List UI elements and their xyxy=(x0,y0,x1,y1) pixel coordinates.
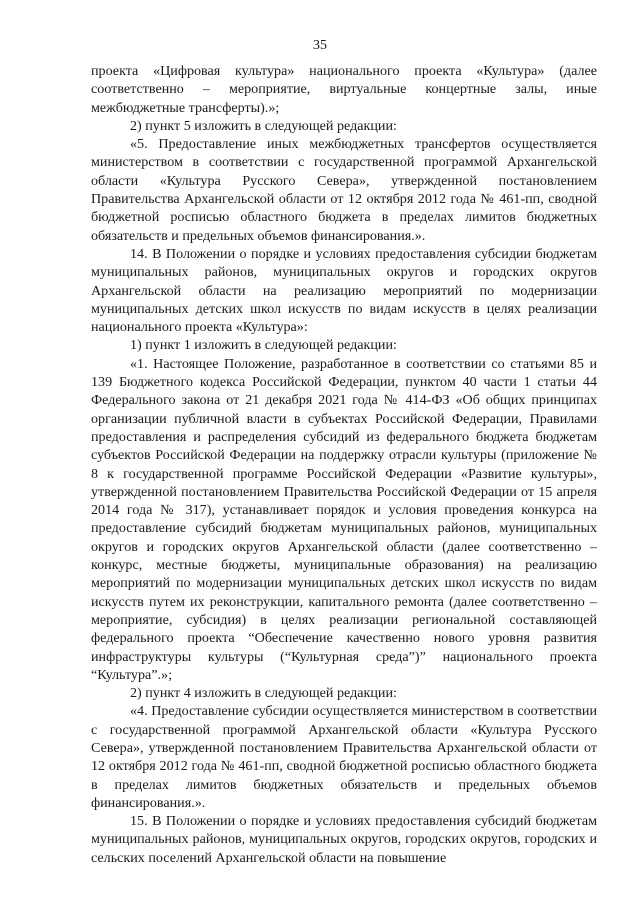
paragraph-point-5-text: «5. Предоставление иных межбюджетных трансфертов осуществляется министерством в соответствии с государственной программой Архангельской области «Культура Русского Севера», утвержденной постановлением Правительства Архангельской области от 12 октября 2012 года № 461-пп, сводной бюджетной росписью областного бюджета в пределах лимитов бюджетных обязательств и предельных объемов финансирования.». xyxy=(91,136,597,244)
paragraph-item-2-point-4: 2) пункт 4 изложить в следующей редакции: xyxy=(130,685,397,702)
paragraph-item-2-point-5: 2) пункт 5 изложить в следующей редакции: xyxy=(130,117,397,134)
paragraph-continuation: проекта «Цифровая культура» национального проекта «Культура» (далее соответственно – мероприятие, виртуальные концертные залы, иные межбюджетные трансферты).»; xyxy=(91,63,597,116)
paragraph-item-1-point-1: 1) пункт 1 изложить в следующей редакции: xyxy=(130,337,397,354)
document-body xyxy=(91,62,597,867)
paragraph-section-15: 15. В Положении о порядке и условиях предоставления субсидий бюджетам муниципальных районов, муниципальных округов, городских округов, городских и сельских поселений Архангельской области на повышение xyxy=(91,813,597,866)
paragraph-point-1-text: «1. Настоящее Положение, разработанное в соответствии со статьями 85 и 139 Бюджетного кодекса Российской Федерации, пунктом 40 части 1 статьи 44 Федерального закона от 21 декабря 2021 года № 414-ФЗ «Об общих принципах организации публичной власти в субъектах Российской Федерации, Правилами предоставления и распределения субсидий из федерального бюджета бюджетам субъектов Российской Федерации на поддержку отрасли культуры (приложение № 8 к государственной программе Российской Федерации «Развитие культуры», утвержденной постановлением Правительства Российской Федерации от 15 апреля 2014 года № 317), устанавливает порядок и условия проведения конкурса на предоставление субсидий бюджетам муниципальных районов, муниципальных округов и городских округов Архангельской области (далее соответственно – конкурс, местные бюджеты, муниципальные образования) на реализацию мероприятий по модернизации муниципальных детских школ искусств по видам искусств путем их реконструкции, капитального ремонта (далее соответственно – мероприятие, субсидия) в целях реализации региональной составляющей федерального проекта “Обеспечение качественно нового уровня развития инфраструктуры культуры (“Культурная среда”)” национального проекта “Культура”.»; xyxy=(91,355,597,683)
paragraph-point-4-text: «4. Предоставление субсидии осуществляется министерством в соответствии с государственной программой Архангельской области «Культура Русского Севера», утвержденной постановлением Правительства Архангельской области от 12 октября 2012 года № 461-пп, сводной бюджетной росписью областного бюджета в пределах лимитов бюджетных обязательств и предельных объемов финансирования.». xyxy=(91,703,597,811)
page-number: 35 xyxy=(313,38,327,53)
paragraph-section-14: 14. В Положении о порядке и условиях предоставления субсидии бюджетам муниципальных районов, муниципальных округов и городских округов Архангельской области на реализацию мероприятий по модернизации муниципальных детских школ искусств по видам искусств в целях реализации национального проекта «Культура»: xyxy=(91,245,597,336)
